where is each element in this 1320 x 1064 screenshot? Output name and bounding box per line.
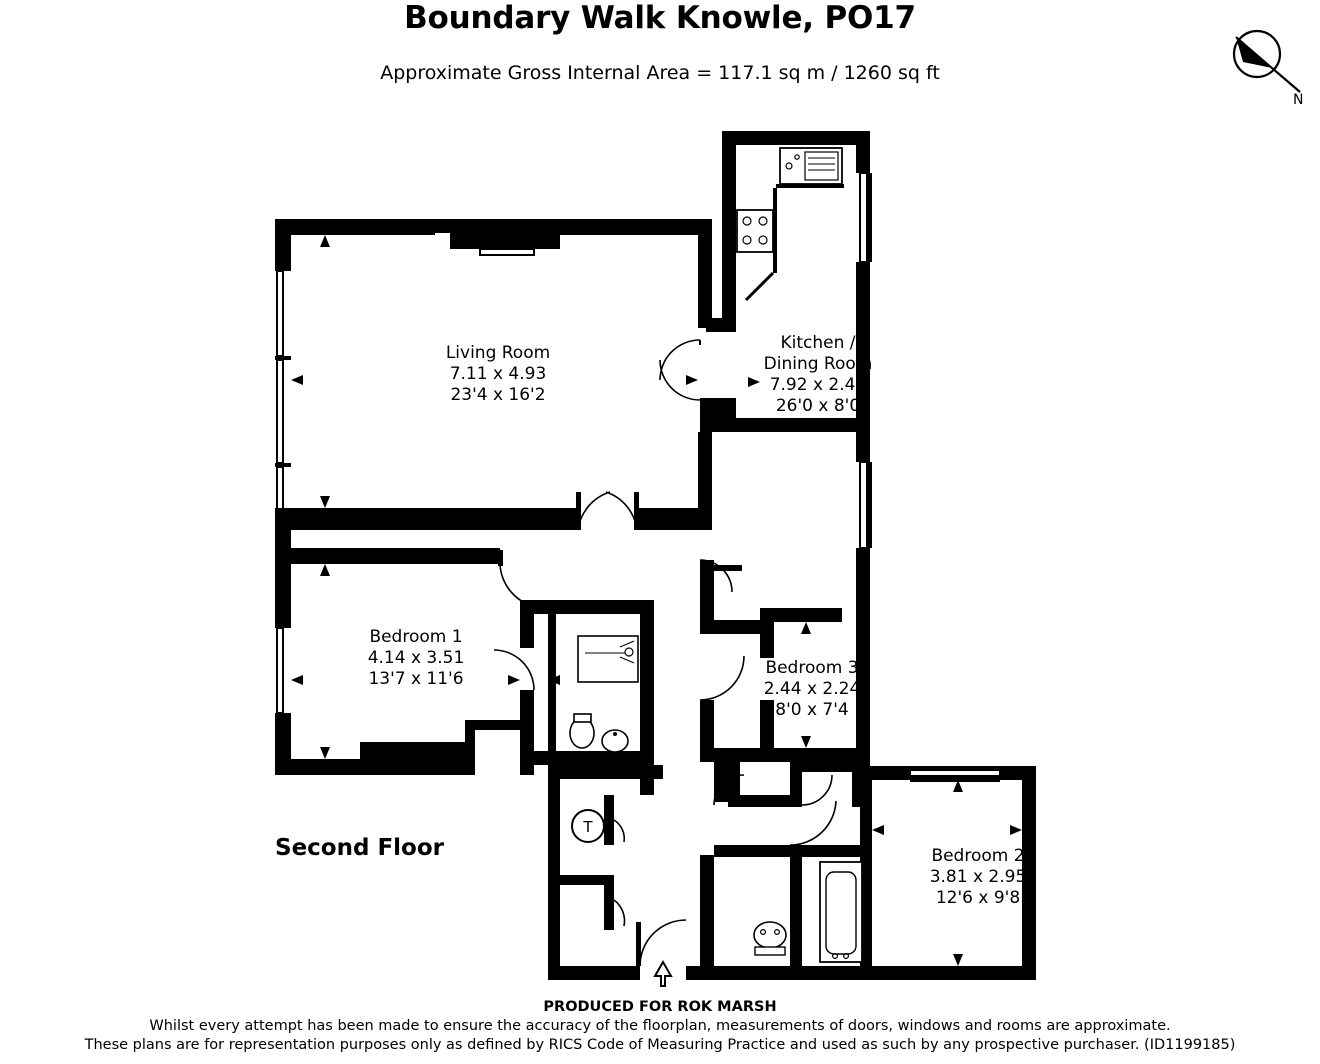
floor-label: Second Floor (275, 835, 444, 861)
room-label-bedroom-3 (712, 658, 912, 721)
compass-north-label: N (1293, 92, 1304, 108)
room-name-2: Dining Room (763, 354, 873, 374)
room-name: Living Room (445, 343, 551, 363)
room-label-kitchen-dining (718, 333, 918, 417)
svg-text:T: T (583, 818, 593, 836)
room-metric: 4.14 x 3.51 (367, 648, 465, 668)
room-name: Bedroom 2 (931, 846, 1025, 866)
room-metric: 3.81 x 2.95 (929, 867, 1027, 887)
footer-produced-for: PRODUCED FOR ROK MARSH (543, 999, 777, 1015)
footer-disclaimer-1: Whilst every attempt has been made to ensure the accuracy of the floorplan, measurements of doors, windows and rooms are approximate. (149, 1018, 1171, 1034)
room-metric: 7.92 x 2.44 (769, 375, 867, 395)
footer-disclaimer-2: These plans are for representation purposes only as defined by RICS Code of Measuring Practice and used as such by any prospective purchaser. (ID1199185) (84, 1037, 1236, 1053)
room-name: Bedroom 3 (765, 658, 859, 678)
footer (0, 998, 1320, 1055)
room-metric: 7.11 x 4.93 (449, 364, 547, 384)
room-imperial: 12'6 x 9'8 (935, 888, 1021, 908)
room-imperial: 26'0 x 8'0 (775, 396, 861, 416)
room-label-bedroom-2 (878, 846, 1078, 909)
room-metric: 2.44 x 2.24 (763, 679, 861, 699)
room-imperial: 8'0 x 7'4 (775, 700, 849, 720)
room-imperial: 23'4 x 16'2 (450, 385, 546, 405)
room-name: Bedroom 1 (369, 627, 463, 647)
page-title: Boundary Walk Knowle, PO17 (404, 0, 916, 36)
room-imperial: 13'7 x 11'6 (368, 669, 464, 689)
room-label-living-room (398, 343, 598, 406)
room-label-bedroom-1 (316, 627, 516, 690)
room-name: Kitchen / (780, 333, 856, 353)
area-subtitle: Approximate Gross Internal Area = 117.1 sq m / 1260 sq ft (380, 62, 940, 84)
